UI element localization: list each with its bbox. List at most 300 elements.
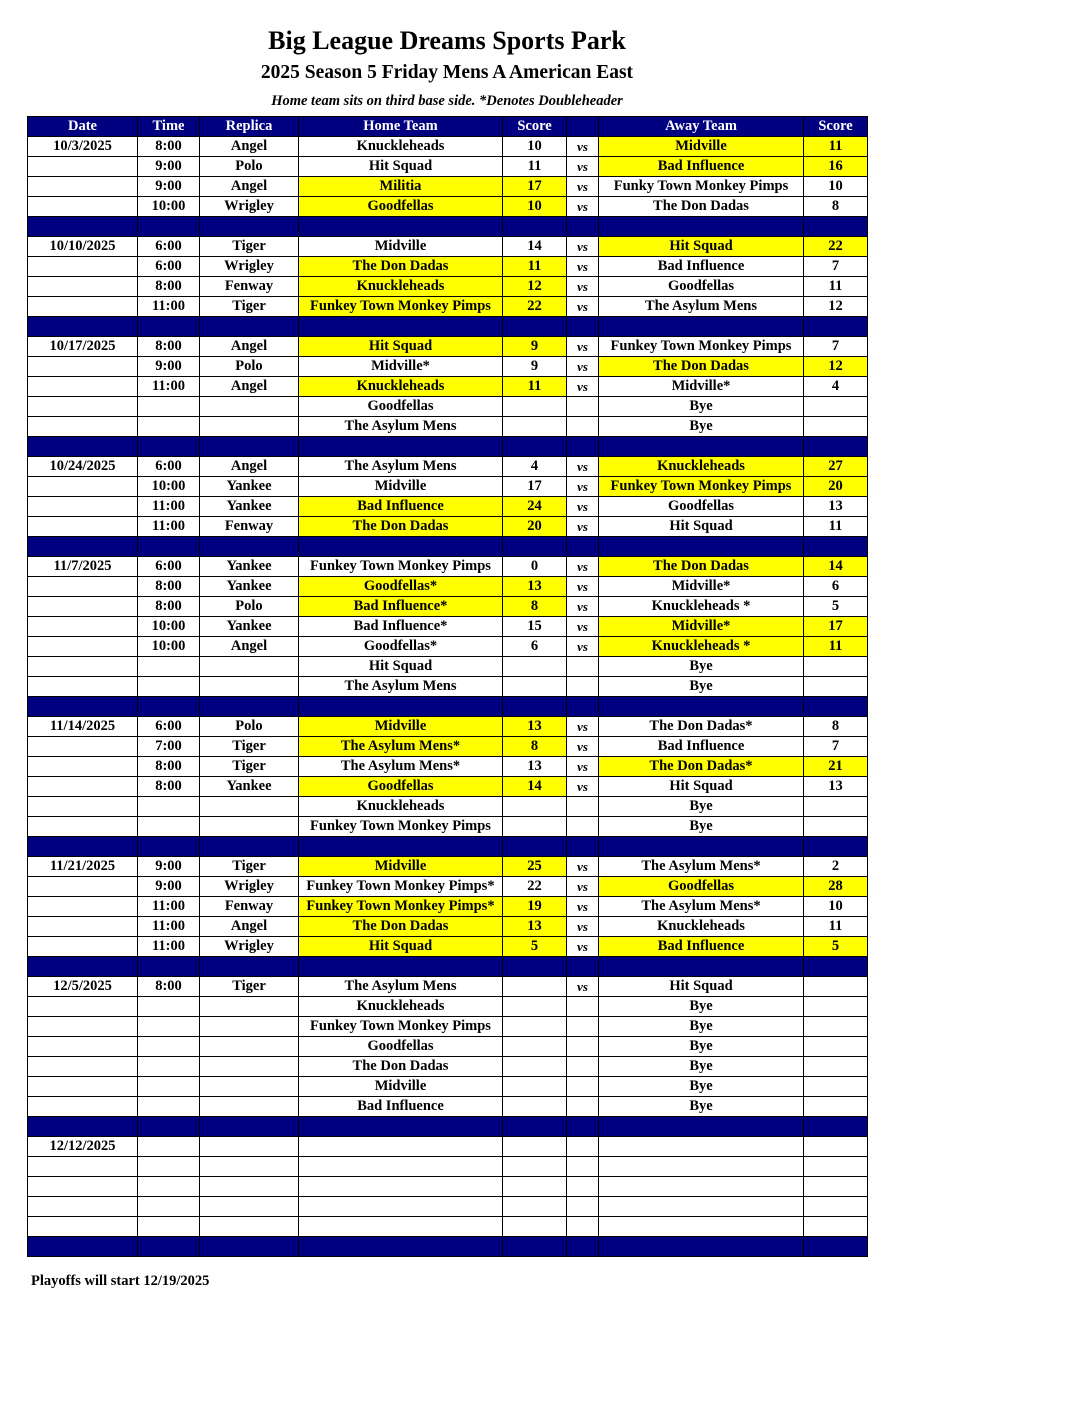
table-row (28, 937, 868, 957)
table-row (28, 497, 868, 517)
away-team-cell: Bye (599, 1097, 804, 1117)
separator-cell (138, 697, 200, 717)
replica-cell (200, 1197, 299, 1217)
home-score-cell: 4 (503, 457, 567, 477)
separator-cell (804, 837, 868, 857)
week-separator (28, 1237, 868, 1257)
away-score-cell (804, 1037, 868, 1057)
table-row (28, 777, 868, 797)
replica-cell (200, 797, 299, 817)
vs-cell (567, 1157, 599, 1177)
vs-cell (567, 677, 599, 697)
table-row (28, 557, 868, 577)
week-separator (28, 217, 868, 237)
home-team-cell: Midville (299, 1077, 503, 1097)
away-score-cell (804, 1077, 868, 1097)
date-cell (28, 357, 138, 377)
vs-cell: vs (567, 477, 599, 497)
home-team-cell: Hit Squad (299, 157, 503, 177)
home-score-cell: 15 (503, 617, 567, 637)
separator-cell (28, 957, 138, 977)
replica-cell: Tiger (200, 237, 299, 257)
table-row (28, 637, 868, 657)
separator-cell (567, 437, 599, 457)
replica-cell: Polo (200, 717, 299, 737)
date-cell (28, 637, 138, 657)
separator-cell (567, 537, 599, 557)
date-cell (28, 277, 138, 297)
table-row (28, 617, 868, 637)
away-team-cell: Bye (599, 1037, 804, 1057)
home-team-cell: Goodfellas* (299, 577, 503, 597)
replica-cell (200, 1137, 299, 1157)
date-cell (28, 177, 138, 197)
replica-cell (200, 997, 299, 1017)
separator-cell (200, 1117, 299, 1137)
home-team-cell: Goodfellas (299, 197, 503, 217)
away-team-cell (599, 1197, 804, 1217)
vs-cell (567, 817, 599, 837)
separator-cell (567, 1117, 599, 1137)
home-score-cell: 8 (503, 597, 567, 617)
time-cell: 11:00 (138, 377, 200, 397)
separator-cell (138, 1237, 200, 1257)
away-score-cell (804, 677, 868, 697)
date-cell: 10/10/2025 (28, 237, 138, 257)
table-row (28, 857, 868, 877)
away-score-cell: 11 (804, 137, 868, 157)
replica-cell: Fenway (200, 517, 299, 537)
home-score-cell: 6 (503, 637, 567, 657)
replica-cell (200, 677, 299, 697)
home-score-cell: 13 (503, 917, 567, 937)
replica-cell (200, 397, 299, 417)
separator-cell (804, 537, 868, 557)
away-score-cell: 8 (804, 717, 868, 737)
time-cell: 10:00 (138, 637, 200, 657)
away-score-cell: 7 (804, 737, 868, 757)
vs-cell (567, 1057, 599, 1077)
replica-cell: Tiger (200, 977, 299, 997)
time-cell: 11:00 (138, 517, 200, 537)
replica-cell (200, 1217, 299, 1237)
time-cell: 6:00 (138, 257, 200, 277)
separator-cell (200, 697, 299, 717)
home-score-cell (503, 1057, 567, 1077)
away-team-cell: Midville (599, 137, 804, 157)
replica-cell (200, 1037, 299, 1057)
date-cell: 11/7/2025 (28, 557, 138, 577)
time-cell: 9:00 (138, 177, 200, 197)
separator-cell (503, 217, 567, 237)
home-team-cell: Midville (299, 237, 503, 257)
home-score-cell (503, 797, 567, 817)
date-cell (28, 737, 138, 757)
home-team-cell: Funkey Town Monkey Pimps* (299, 897, 503, 917)
vs-cell (567, 417, 599, 437)
page-title: Big League Dreams Sports Park (268, 26, 626, 55)
replica-cell: Tiger (200, 297, 299, 317)
separator-cell (28, 537, 138, 557)
replica-cell: Tiger (200, 737, 299, 757)
table-row (28, 477, 868, 497)
replica-cell: Angel (200, 637, 299, 657)
home-team-cell: Knuckleheads (299, 377, 503, 397)
time-cell (138, 797, 200, 817)
date-cell: 11/14/2025 (28, 717, 138, 737)
away-team-cell: Knuckleheads * (599, 597, 804, 617)
vs-cell: vs (567, 637, 599, 657)
home-score-cell (503, 397, 567, 417)
vs-cell (567, 997, 599, 1017)
away-team-cell: Bye (599, 1017, 804, 1037)
away-score-cell: 11 (804, 917, 868, 937)
home-score-cell: 10 (503, 137, 567, 157)
table-row (28, 457, 868, 477)
separator-cell (503, 957, 567, 977)
date-cell (28, 197, 138, 217)
time-cell: 8:00 (138, 757, 200, 777)
home-team-cell: Bad Influence (299, 497, 503, 517)
replica-cell: Yankee (200, 497, 299, 517)
table-row (28, 577, 868, 597)
date-cell: 12/12/2025 (28, 1137, 138, 1157)
separator-cell (299, 1237, 503, 1257)
away-team-cell: Bye (599, 817, 804, 837)
home-score-cell: 25 (503, 857, 567, 877)
date-cell (28, 677, 138, 697)
separator-cell (804, 217, 868, 237)
home-score-cell: 19 (503, 897, 567, 917)
away-score-cell: 11 (804, 277, 868, 297)
vs-cell (567, 1177, 599, 1197)
date-cell (28, 257, 138, 277)
home-score-cell: 13 (503, 717, 567, 737)
away-score-cell: 22 (804, 237, 868, 257)
replica-cell (200, 657, 299, 677)
schedule-table (27, 116, 868, 1257)
home-score-cell (503, 817, 567, 837)
away-team-cell: Bye (599, 657, 804, 677)
away-score-cell (804, 977, 868, 997)
table-row (28, 137, 868, 157)
time-cell: 8:00 (138, 577, 200, 597)
replica-cell: Angel (200, 457, 299, 477)
away-team-cell: Funkey Town Monkey Pimps (599, 337, 804, 357)
vs-cell (567, 797, 599, 817)
separator-cell (804, 1117, 868, 1137)
home-team-cell: Funkey Town Monkey Pimps (299, 557, 503, 577)
col-away-score-header: Score (804, 117, 868, 137)
table-row (28, 1017, 868, 1037)
home-team-cell: Militia (299, 177, 503, 197)
vs-cell: vs (567, 877, 599, 897)
separator-cell (567, 1237, 599, 1257)
date-cell (28, 1017, 138, 1037)
away-score-cell (804, 997, 868, 1017)
away-team-cell: Knuckleheads (599, 917, 804, 937)
replica-cell: Wrigley (200, 877, 299, 897)
away-team-cell: The Asylum Mens* (599, 897, 804, 917)
vs-cell: vs (567, 297, 599, 317)
date-cell (28, 1217, 138, 1237)
vs-cell: vs (567, 777, 599, 797)
home-score-cell: 9 (503, 357, 567, 377)
vs-cell: vs (567, 197, 599, 217)
home-team-cell: Knuckleheads (299, 277, 503, 297)
table-row (28, 657, 868, 677)
replica-cell (200, 817, 299, 837)
table-row (28, 797, 868, 817)
away-score-cell (804, 1097, 868, 1117)
table-row (28, 277, 868, 297)
table-row (28, 737, 868, 757)
table-row (28, 757, 868, 777)
vs-cell: vs (567, 757, 599, 777)
home-score-cell (503, 1157, 567, 1177)
vs-cell: vs (567, 857, 599, 877)
date-cell: 12/5/2025 (28, 977, 138, 997)
home-score-cell (503, 657, 567, 677)
vs-cell (567, 1137, 599, 1157)
away-team-cell: Hit Squad (599, 977, 804, 997)
time-cell (138, 1177, 200, 1197)
away-score-cell: 4 (804, 377, 868, 397)
time-cell: 7:00 (138, 737, 200, 757)
separator-cell (138, 537, 200, 557)
home-score-cell: 5 (503, 937, 567, 957)
home-score-cell: 11 (503, 377, 567, 397)
separator-cell (28, 837, 138, 857)
away-team-cell: Knuckleheads (599, 457, 804, 477)
separator-cell (28, 697, 138, 717)
away-score-cell (804, 1137, 868, 1157)
date-cell (28, 657, 138, 677)
replica-cell (200, 1057, 299, 1077)
vs-cell: vs (567, 917, 599, 937)
separator-cell (138, 957, 200, 977)
home-score-cell: 11 (503, 257, 567, 277)
replica-cell: Yankee (200, 477, 299, 497)
home-score-cell (503, 417, 567, 437)
vs-cell (567, 397, 599, 417)
separator-cell (567, 957, 599, 977)
home-team-cell: Midville* (299, 357, 503, 377)
replica-cell: Tiger (200, 757, 299, 777)
away-score-cell (804, 1157, 868, 1177)
home-team-cell: Funkey Town Monkey Pimps* (299, 877, 503, 897)
separator-cell (299, 317, 503, 337)
replica-cell: Angel (200, 337, 299, 357)
home-team-cell: Goodfellas (299, 777, 503, 797)
separator-cell (804, 1237, 868, 1257)
away-team-cell: The Don Dadas* (599, 757, 804, 777)
week-separator (28, 957, 868, 977)
week-separator (28, 437, 868, 457)
col-home-team-header: Home Team (299, 117, 503, 137)
vs-cell: vs (567, 337, 599, 357)
away-score-cell (804, 1177, 868, 1197)
vs-cell: vs (567, 357, 599, 377)
separator-cell (299, 437, 503, 457)
away-score-cell: 16 (804, 157, 868, 177)
time-cell: 11:00 (138, 897, 200, 917)
away-score-cell: 11 (804, 517, 868, 537)
vs-cell: vs (567, 937, 599, 957)
home-score-cell: 14 (503, 237, 567, 257)
away-team-cell: Knuckleheads * (599, 637, 804, 657)
time-cell: 6:00 (138, 237, 200, 257)
home-score-cell: 13 (503, 577, 567, 597)
time-cell (138, 1017, 200, 1037)
separator-cell (567, 217, 599, 237)
home-score-cell (503, 1217, 567, 1237)
home-team-cell: Funkey Town Monkey Pimps (299, 1017, 503, 1037)
separator-cell (599, 697, 804, 717)
away-score-cell: 13 (804, 497, 868, 517)
table-row (28, 817, 868, 837)
separator-cell (503, 697, 567, 717)
separator-cell (599, 217, 804, 237)
col-date-header: Date (28, 117, 138, 137)
away-score-cell: 10 (804, 897, 868, 917)
table-row (28, 1057, 868, 1077)
separator-cell (503, 537, 567, 557)
away-score-cell: 5 (804, 597, 868, 617)
table-row (28, 157, 868, 177)
home-score-cell: 17 (503, 177, 567, 197)
away-team-cell: Goodfellas (599, 877, 804, 897)
home-team-cell: The Asylum Mens* (299, 757, 503, 777)
table-row (28, 237, 868, 257)
home-team-cell: Hit Squad (299, 337, 503, 357)
col-vs-header (567, 117, 599, 137)
replica-cell (200, 1077, 299, 1097)
replica-cell: Yankee (200, 777, 299, 797)
replica-cell: Polo (200, 597, 299, 617)
date-cell (28, 297, 138, 317)
date-cell (28, 757, 138, 777)
col-replica-header: Replica (200, 117, 299, 137)
time-cell: 10:00 (138, 617, 200, 637)
time-cell: 11:00 (138, 937, 200, 957)
home-team-cell: Goodfellas (299, 1037, 503, 1057)
table-row (28, 1177, 868, 1197)
time-cell: 9:00 (138, 877, 200, 897)
time-cell (138, 397, 200, 417)
separator-cell (804, 957, 868, 977)
col-home-score-header: Score (503, 117, 567, 137)
time-cell (138, 417, 200, 437)
home-team-cell: The Asylum Mens (299, 977, 503, 997)
time-cell (138, 1057, 200, 1077)
home-score-cell: 10 (503, 197, 567, 217)
separator-cell (28, 317, 138, 337)
separator-cell (804, 697, 868, 717)
away-team-cell: Bad Influence (599, 157, 804, 177)
vs-cell: vs (567, 457, 599, 477)
home-team-cell: Goodfellas (299, 397, 503, 417)
away-team-cell: Goodfellas (599, 277, 804, 297)
table-row (28, 257, 868, 277)
home-score-cell (503, 677, 567, 697)
time-cell: 10:00 (138, 477, 200, 497)
separator-cell (503, 1117, 567, 1137)
home-team-cell (299, 1197, 503, 1217)
date-cell (28, 377, 138, 397)
away-score-cell: 10 (804, 177, 868, 197)
replica-cell: Polo (200, 157, 299, 177)
week-separator (28, 317, 868, 337)
table-row (28, 337, 868, 357)
table-row (28, 417, 868, 437)
replica-cell (200, 1097, 299, 1117)
time-cell (138, 1097, 200, 1117)
separator-cell (599, 1117, 804, 1137)
replica-cell: Fenway (200, 277, 299, 297)
time-cell (138, 1137, 200, 1157)
away-score-cell: 7 (804, 337, 868, 357)
away-team-cell: Bad Influence (599, 937, 804, 957)
time-cell: 11:00 (138, 497, 200, 517)
home-team-cell: The Don Dadas (299, 917, 503, 937)
home-team-cell: Knuckleheads (299, 797, 503, 817)
away-team-cell: Hit Squad (599, 237, 804, 257)
date-cell: 10/3/2025 (28, 137, 138, 157)
col-time-header: Time (138, 117, 200, 137)
home-score-cell (503, 1197, 567, 1217)
vs-cell (567, 1197, 599, 1217)
away-team-cell: Bye (599, 797, 804, 817)
separator-cell (28, 1237, 138, 1257)
date-cell (28, 1157, 138, 1177)
home-team-cell: Funkey Town Monkey Pimps (299, 817, 503, 837)
separator-cell (200, 837, 299, 857)
home-score-cell: 20 (503, 517, 567, 537)
date-cell (28, 1177, 138, 1197)
date-cell: 10/17/2025 (28, 337, 138, 357)
table-row (28, 1097, 868, 1117)
date-cell (28, 917, 138, 937)
date-cell: 10/24/2025 (28, 457, 138, 477)
home-score-cell: 12 (503, 277, 567, 297)
time-cell: 11:00 (138, 917, 200, 937)
time-cell: 10:00 (138, 197, 200, 217)
week-separator (28, 537, 868, 557)
separator-cell (567, 697, 599, 717)
away-team-cell: Midville* (599, 377, 804, 397)
separator-cell (200, 537, 299, 557)
time-cell: 8:00 (138, 137, 200, 157)
away-team-cell: The Don Dadas* (599, 717, 804, 737)
vs-cell: vs (567, 497, 599, 517)
home-team-cell: Knuckleheads (299, 997, 503, 1017)
table-row (28, 1077, 868, 1097)
separator-cell (299, 697, 503, 717)
away-team-cell: Bye (599, 1057, 804, 1077)
schedule-note: Home team sits on third base side. *Denotes Doubleheader (271, 93, 623, 109)
vs-cell: vs (567, 617, 599, 637)
away-score-cell: 14 (804, 557, 868, 577)
time-cell (138, 817, 200, 837)
home-score-cell: 0 (503, 557, 567, 577)
vs-cell: vs (567, 137, 599, 157)
away-team-cell: The Asylum Mens (599, 297, 804, 317)
away-team-cell: Bye (599, 397, 804, 417)
away-score-cell: 12 (804, 357, 868, 377)
separator-cell (200, 317, 299, 337)
home-score-cell: 11 (503, 157, 567, 177)
